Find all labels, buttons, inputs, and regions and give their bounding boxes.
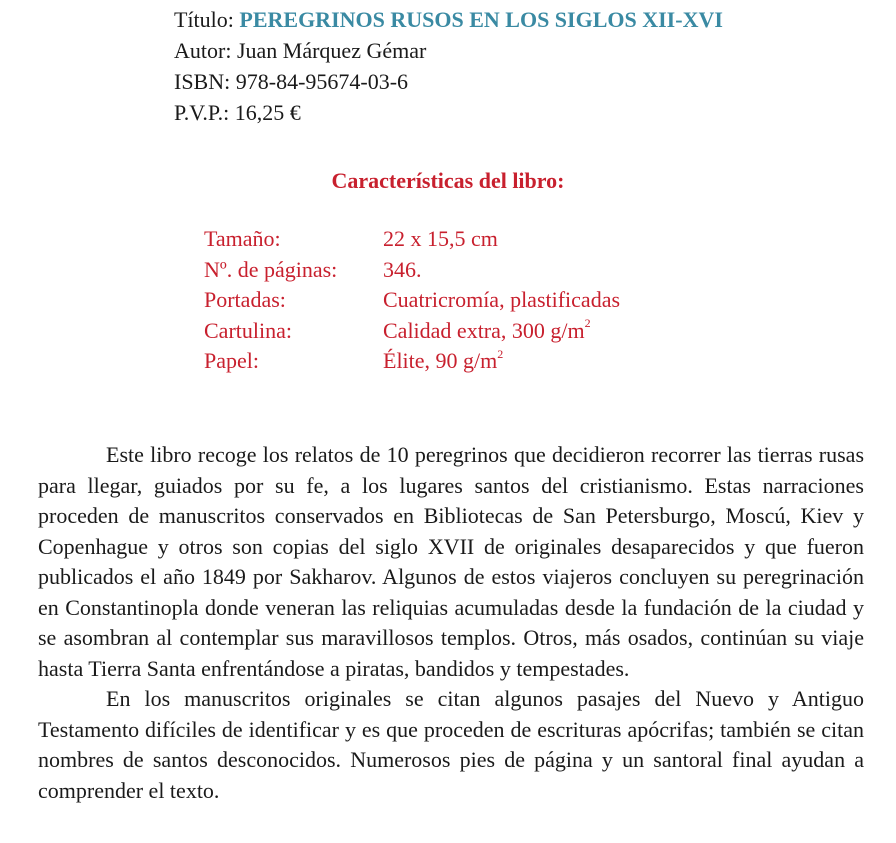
isbn-line: [174, 66, 723, 97]
feature-row-covers: [204, 285, 620, 316]
price-line: [174, 97, 723, 128]
price-label: P.V.P.:: [174, 100, 230, 125]
title-line: [174, 4, 723, 35]
feature-row-size: [204, 224, 620, 255]
author-value: Juan Márquez Gémar: [236, 38, 427, 63]
feature-value: Élite, 90 $g/m^2$: [383, 346, 504, 373]
author-label: Autor:: [174, 38, 232, 63]
title-label: Título:: [174, 7, 234, 32]
feature-value: Calidad extra, 300 $g/m^2$: [383, 316, 591, 343]
author-line: [174, 35, 723, 66]
feature-value: 22 x 15,5 cm: [383, 226, 498, 251]
feature-label: Nº. de páginas:: [204, 256, 338, 282]
feature-label: Tamaño:: [204, 226, 281, 251]
description-paragraph: Este libro recoge los relatos de 10 peregrinos que decidieron recorrer las tierras rusas para llegar, guiados por su fe, a los lugares santos del cristianismo. Estas narraciones proceden de manuscritos conservados en Bibliotecas de San Petersburgo, Moscú, Kiev y Copenhague y otros son copias del siglo XVII de originales desaparecidos y que fueron publicados el año 1849 por Sakharov. Algunos de estos viajeros concluyen su peregrinación en Constantinopla donde veneran las reliquias acumuladas desde la fundación de la ciudad y se asombran al contemplar sus maravillosos templos. Otros, más osados, continúan su viaje hasta Tierra Santa enfrentándose a piratas, bandidos y tempestades.: [38, 442, 864, 681]
feature-label: Cartulina:: [204, 317, 292, 343]
price-value: 16,25 €: [234, 100, 301, 125]
isbn-value: 978-84-95674-03-6: [235, 69, 409, 94]
feature-row-pages: [204, 255, 620, 286]
feature-row-paper: [204, 346, 620, 377]
feature-value: 346.: [383, 256, 422, 282]
feature-row-cardstock: [204, 316, 620, 347]
feature-label: Portadas:: [204, 287, 286, 312]
features-heading: Características del libro:: [331, 168, 565, 193]
isbn-label: ISBN:: [174, 69, 231, 94]
book-title: PEREGRINOS RUSOS EN LOS SIGLOS XII-XVI: [239, 7, 723, 32]
feature-value: Cuatricromía, plastificadas: [383, 287, 621, 312]
features-list: [204, 224, 620, 377]
book-description: [38, 440, 864, 806]
book-metadata: [174, 4, 723, 128]
feature-label: Papel:: [204, 348, 259, 373]
description-paragraph: En los manuscritos originales se citan algunos pasajes del Nuevo y Antiguo Testamento difíciles de identificar y es que proceden de escrituras apócrifas; también se citan nombres de santos desconocidos. Numerosos pies de página y un santoral final ayudan a comprender el texto.: [38, 686, 864, 803]
